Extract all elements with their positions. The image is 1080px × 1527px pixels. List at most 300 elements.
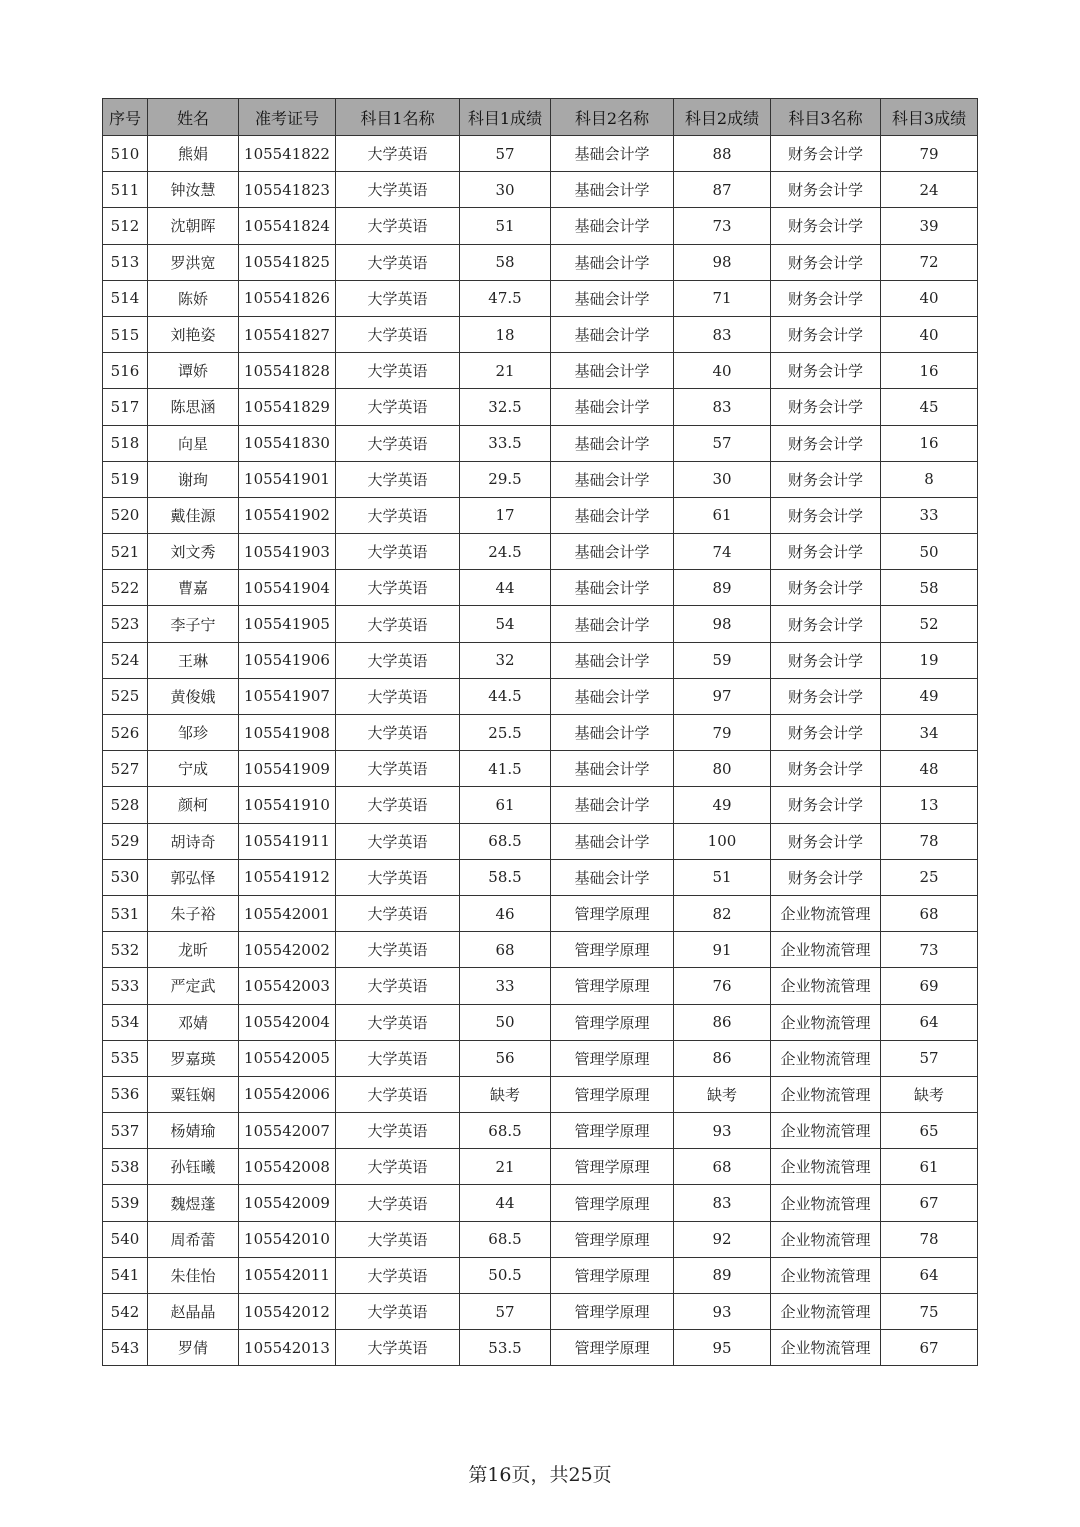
cell-subject1-score: 21 <box>460 353 551 389</box>
cell-subject2-score: 83 <box>674 1185 771 1221</box>
cell-seq: 533 <box>103 968 148 1004</box>
cell-subject1-score: 57 <box>460 136 551 172</box>
cell-subject1-name: 大学英语 <box>336 859 460 895</box>
cell-subject2-name: 管理学原理 <box>551 895 674 931</box>
cell-exam-id: 105541903 <box>239 534 336 570</box>
cell-subject1-score: 54 <box>460 606 551 642</box>
table-row <box>103 1004 978 1040</box>
cell-subject2-name: 基础会计学 <box>551 534 674 570</box>
cell-subject1-score: 57 <box>460 1294 551 1330</box>
cell-subject1-score: 32 <box>460 642 551 678</box>
cell-name: 钟汝慧 <box>148 172 239 208</box>
cell-subject3-score: 39 <box>881 208 978 244</box>
cell-seq: 541 <box>103 1257 148 1293</box>
cell-subject1-name: 大学英语 <box>336 1113 460 1149</box>
cell-subject3-name: 财务会计学 <box>771 280 881 316</box>
cell-name: 杨婧瑜 <box>148 1113 239 1149</box>
cell-exam-id: 105542001 <box>239 895 336 931</box>
cell-seq: 529 <box>103 823 148 859</box>
cell-subject2-score: 86 <box>674 1004 771 1040</box>
cell-subject1-name: 大学英语 <box>336 1330 460 1366</box>
cell-subject2-name: 基础会计学 <box>551 823 674 859</box>
cell-subject2-score: 59 <box>674 642 771 678</box>
cell-subject1-score: 30 <box>460 172 551 208</box>
cell-subject3-score: 40 <box>881 316 978 352</box>
cell-exam-id: 105541823 <box>239 172 336 208</box>
table-row <box>103 859 978 895</box>
cell-subject2-name: 管理学原理 <box>551 1076 674 1112</box>
cell-subject1-score: 44 <box>460 1185 551 1221</box>
cell-subject1-score: 25.5 <box>460 715 551 751</box>
cell-subject2-score: 89 <box>674 1257 771 1293</box>
cell-subject3-name: 财务会计学 <box>771 244 881 280</box>
table-row <box>103 787 978 823</box>
cell-name: 熊娟 <box>148 136 239 172</box>
cell-subject3-name: 企业物流管理 <box>771 1004 881 1040</box>
cell-seq: 518 <box>103 425 148 461</box>
table-row <box>103 932 978 968</box>
cell-subject3-name: 财务会计学 <box>771 461 881 497</box>
cell-seq: 543 <box>103 1330 148 1366</box>
cell-subject1-name: 大学英语 <box>336 1040 460 1076</box>
cell-subject2-name: 管理学原理 <box>551 1294 674 1330</box>
cell-exam-id: 105541907 <box>239 678 336 714</box>
cell-exam-id: 105542003 <box>239 968 336 1004</box>
cell-subject3-name: 企业物流管理 <box>771 1185 881 1221</box>
cell-subject2-name: 管理学原理 <box>551 1004 674 1040</box>
cell-subject2-score: 93 <box>674 1294 771 1330</box>
cell-exam-id: 105542010 <box>239 1221 336 1257</box>
cell-subject3-score: 缺考 <box>881 1076 978 1112</box>
cell-seq: 542 <box>103 1294 148 1330</box>
cell-subject3-score: 24 <box>881 172 978 208</box>
cell-subject3-score: 34 <box>881 715 978 751</box>
cell-subject3-score: 57 <box>881 1040 978 1076</box>
cell-subject1-name: 大学英语 <box>336 534 460 570</box>
cell-subject2-score: 100 <box>674 823 771 859</box>
cell-subject1-name: 大学英语 <box>336 715 460 751</box>
cell-name: 邹珍 <box>148 715 239 751</box>
cell-subject1-name: 大学英语 <box>336 1185 460 1221</box>
cell-seq: 539 <box>103 1185 148 1221</box>
cell-exam-id: 105542007 <box>239 1113 336 1149</box>
cell-subject3-name: 企业物流管理 <box>771 968 881 1004</box>
cell-subject2-score: 93 <box>674 1113 771 1149</box>
cell-exam-id: 105541824 <box>239 208 336 244</box>
cell-seq: 528 <box>103 787 148 823</box>
cell-name: 赵晶晶 <box>148 1294 239 1330</box>
cell-subject3-score: 25 <box>881 859 978 895</box>
header-seq: 序号 <box>103 99 148 136</box>
table-row <box>103 715 978 751</box>
cell-subject2-name: 基础会计学 <box>551 461 674 497</box>
cell-name: 王琳 <box>148 642 239 678</box>
cell-exam-id: 105541825 <box>239 244 336 280</box>
cell-subject2-name: 管理学原理 <box>551 1221 674 1257</box>
cell-subject3-score: 33 <box>881 497 978 533</box>
cell-subject1-score: 41.5 <box>460 751 551 787</box>
cell-exam-id: 105541901 <box>239 461 336 497</box>
cell-exam-id: 105541829 <box>239 389 336 425</box>
cell-subject3-name: 财务会计学 <box>771 642 881 678</box>
table-row <box>103 1185 978 1221</box>
cell-exam-id: 105541902 <box>239 497 336 533</box>
cell-exam-id: 105542011 <box>239 1257 336 1293</box>
cell-name: 罗嘉瑛 <box>148 1040 239 1076</box>
cell-name: 周希蕾 <box>148 1221 239 1257</box>
cell-seq: 514 <box>103 280 148 316</box>
cell-seq: 515 <box>103 316 148 352</box>
cell-subject2-name: 基础会计学 <box>551 136 674 172</box>
cell-exam-id: 105541830 <box>239 425 336 461</box>
cell-subject1-name: 大学英语 <box>336 1004 460 1040</box>
cell-subject3-score: 45 <box>881 389 978 425</box>
cell-seq: 534 <box>103 1004 148 1040</box>
cell-subject2-name: 管理学原理 <box>551 968 674 1004</box>
table-row <box>103 353 978 389</box>
cell-seq: 516 <box>103 353 148 389</box>
cell-subject1-score: 24.5 <box>460 534 551 570</box>
cell-name: 孙钰曦 <box>148 1149 239 1185</box>
cell-subject2-score: 87 <box>674 172 771 208</box>
cell-subject1-score: 29.5 <box>460 461 551 497</box>
cell-subject3-name: 财务会计学 <box>771 751 881 787</box>
cell-subject1-name: 大学英语 <box>336 787 460 823</box>
table-row <box>103 751 978 787</box>
table-row <box>103 389 978 425</box>
cell-subject1-score: 51 <box>460 208 551 244</box>
table-row <box>103 1257 978 1293</box>
cell-subject3-score: 69 <box>881 968 978 1004</box>
cell-subject1-score: 68.5 <box>460 1113 551 1149</box>
table-row <box>103 570 978 606</box>
cell-subject1-score: 56 <box>460 1040 551 1076</box>
cell-seq: 537 <box>103 1113 148 1149</box>
cell-subject1-score: 44 <box>460 570 551 606</box>
cell-subject1-score: 68.5 <box>460 823 551 859</box>
cell-subject3-name: 财务会计学 <box>771 172 881 208</box>
cell-subject1-name: 大学英语 <box>336 425 460 461</box>
table-row <box>103 1149 978 1185</box>
cell-subject3-score: 68 <box>881 895 978 931</box>
cell-name: 宁成 <box>148 751 239 787</box>
cell-subject2-name: 基础会计学 <box>551 606 674 642</box>
cell-name: 颜柯 <box>148 787 239 823</box>
cell-subject1-name: 大学英语 <box>336 389 460 425</box>
cell-subject3-name: 财务会计学 <box>771 787 881 823</box>
cell-subject1-name: 大学英语 <box>336 353 460 389</box>
cell-exam-id: 105542013 <box>239 1330 336 1366</box>
cell-subject2-name: 基础会计学 <box>551 389 674 425</box>
cell-exam-id: 105541906 <box>239 642 336 678</box>
cell-subject2-score: 68 <box>674 1149 771 1185</box>
cell-name: 魏煜蓬 <box>148 1185 239 1221</box>
cell-subject2-name: 基础会计学 <box>551 244 674 280</box>
cell-subject1-name: 大学英语 <box>336 208 460 244</box>
cell-name: 郭弘怿 <box>148 859 239 895</box>
cell-subject3-name: 企业物流管理 <box>771 1330 881 1366</box>
cell-subject3-score: 16 <box>881 425 978 461</box>
cell-subject1-name: 大学英语 <box>336 136 460 172</box>
cell-subject2-name: 基础会计学 <box>551 570 674 606</box>
cell-subject3-name: 财务会计学 <box>771 606 881 642</box>
cell-subject2-name: 基础会计学 <box>551 208 674 244</box>
cell-exam-id: 105541827 <box>239 316 336 352</box>
table-row <box>103 244 978 280</box>
cell-subject2-score: 97 <box>674 678 771 714</box>
cell-subject3-score: 61 <box>881 1149 978 1185</box>
cell-subject3-name: 企业物流管理 <box>771 1221 881 1257</box>
cell-name: 李子宁 <box>148 606 239 642</box>
cell-subject1-score: 18 <box>460 316 551 352</box>
cell-subject2-score: 95 <box>674 1330 771 1366</box>
cell-subject2-name: 管理学原理 <box>551 932 674 968</box>
cell-subject3-score: 64 <box>881 1004 978 1040</box>
cell-name: 邓婧 <box>148 1004 239 1040</box>
cell-subject2-name: 基础会计学 <box>551 280 674 316</box>
cell-name: 谭娇 <box>148 353 239 389</box>
cell-subject3-score: 73 <box>881 932 978 968</box>
table-row <box>103 968 978 1004</box>
cell-exam-id: 105542006 <box>239 1076 336 1112</box>
header-subject1-score: 科目1成绩 <box>460 99 551 136</box>
cell-exam-id: 105542009 <box>239 1185 336 1221</box>
table-row <box>103 461 978 497</box>
cell-subject3-score: 49 <box>881 678 978 714</box>
cell-subject2-score: 30 <box>674 461 771 497</box>
cell-seq: 513 <box>103 244 148 280</box>
cell-subject2-score: 88 <box>674 136 771 172</box>
cell-subject2-score: 80 <box>674 751 771 787</box>
cell-subject3-name: 财务会计学 <box>771 425 881 461</box>
cell-subject3-name: 财务会计学 <box>771 353 881 389</box>
cell-subject2-score: 61 <box>674 497 771 533</box>
table-row <box>103 1330 978 1366</box>
cell-subject2-name: 管理学原理 <box>551 1113 674 1149</box>
cell-subject1-score: 50.5 <box>460 1257 551 1293</box>
cell-name: 朱子裕 <box>148 895 239 931</box>
cell-subject1-name: 大学英语 <box>336 1149 460 1185</box>
cell-subject2-score: 79 <box>674 715 771 751</box>
table-body <box>103 136 978 1366</box>
cell-subject1-name: 大学英语 <box>336 1294 460 1330</box>
cell-subject1-name: 大学英语 <box>336 1221 460 1257</box>
cell-subject3-score: 75 <box>881 1294 978 1330</box>
cell-seq: 540 <box>103 1221 148 1257</box>
cell-subject1-score: 53.5 <box>460 1330 551 1366</box>
cell-exam-id: 105541911 <box>239 823 336 859</box>
cell-subject1-name: 大学英语 <box>336 678 460 714</box>
cell-seq: 510 <box>103 136 148 172</box>
cell-name: 严定武 <box>148 968 239 1004</box>
cell-subject3-score: 19 <box>881 642 978 678</box>
cell-subject3-name: 财务会计学 <box>771 316 881 352</box>
cell-exam-id: 105541822 <box>239 136 336 172</box>
cell-subject3-score: 78 <box>881 1221 978 1257</box>
cell-subject1-score: 61 <box>460 787 551 823</box>
cell-name: 胡诗奇 <box>148 823 239 859</box>
cell-subject1-name: 大学英语 <box>336 751 460 787</box>
cell-subject3-score: 65 <box>881 1113 978 1149</box>
cell-subject2-score: 89 <box>674 570 771 606</box>
cell-seq: 512 <box>103 208 148 244</box>
page-number: 第16页，共25页 <box>468 1464 612 1486</box>
cell-seq: 511 <box>103 172 148 208</box>
cell-subject2-name: 基础会计学 <box>551 316 674 352</box>
cell-subject3-name: 财务会计学 <box>771 570 881 606</box>
cell-exam-id: 105541912 <box>239 859 336 895</box>
cell-subject2-name: 基础会计学 <box>551 172 674 208</box>
cell-subject1-score: 缺考 <box>460 1076 551 1112</box>
cell-exam-id: 105541905 <box>239 606 336 642</box>
header-subject3-score: 科目3成绩 <box>881 99 978 136</box>
cell-subject1-score: 68 <box>460 932 551 968</box>
table-row <box>103 497 978 533</box>
cell-subject3-score: 67 <box>881 1330 978 1366</box>
table-row <box>103 1040 978 1076</box>
table-row <box>103 208 978 244</box>
cell-subject2-score: 73 <box>674 208 771 244</box>
cell-seq: 519 <box>103 461 148 497</box>
cell-seq: 527 <box>103 751 148 787</box>
cell-subject3-name: 财务会计学 <box>771 389 881 425</box>
cell-subject1-score: 50 <box>460 1004 551 1040</box>
cell-seq: 531 <box>103 895 148 931</box>
cell-subject1-score: 46 <box>460 895 551 931</box>
cell-subject2-score: 91 <box>674 932 771 968</box>
cell-subject3-name: 财务会计学 <box>771 823 881 859</box>
cell-seq: 522 <box>103 570 148 606</box>
cell-subject2-score: 缺考 <box>674 1076 771 1112</box>
cell-subject1-name: 大学英语 <box>336 606 460 642</box>
cell-seq: 517 <box>103 389 148 425</box>
table-row <box>103 823 978 859</box>
cell-subject3-name: 企业物流管理 <box>771 1113 881 1149</box>
cell-subject2-name: 基础会计学 <box>551 787 674 823</box>
cell-subject3-score: 40 <box>881 280 978 316</box>
cell-subject1-score: 17 <box>460 497 551 533</box>
cell-subject1-name: 大学英语 <box>336 316 460 352</box>
cell-subject2-score: 40 <box>674 353 771 389</box>
cell-subject2-score: 51 <box>674 859 771 895</box>
cell-subject1-name: 大学英语 <box>336 1257 460 1293</box>
table-row <box>103 1221 978 1257</box>
cell-subject3-name: 财务会计学 <box>771 208 881 244</box>
cell-subject2-score: 98 <box>674 244 771 280</box>
header-name: 姓名 <box>148 99 239 136</box>
cell-subject2-name: 基础会计学 <box>551 678 674 714</box>
cell-subject1-name: 大学英语 <box>336 570 460 606</box>
cell-exam-id: 105541904 <box>239 570 336 606</box>
header-subject1-name: 科目1名称 <box>336 99 460 136</box>
cell-exam-id: 105542005 <box>239 1040 336 1076</box>
cell-exam-id: 105541910 <box>239 787 336 823</box>
cell-subject3-name: 企业物流管理 <box>771 895 881 931</box>
cell-subject3-name: 财务会计学 <box>771 859 881 895</box>
cell-subject2-name: 基础会计学 <box>551 751 674 787</box>
cell-exam-id: 105542004 <box>239 1004 336 1040</box>
cell-name: 龙昕 <box>148 932 239 968</box>
cell-name: 刘艳姿 <box>148 316 239 352</box>
cell-subject1-name: 大学英语 <box>336 895 460 931</box>
cell-subject3-name: 企业物流管理 <box>771 932 881 968</box>
cell-subject1-name: 大学英语 <box>336 968 460 1004</box>
cell-subject1-score: 58 <box>460 244 551 280</box>
cell-subject2-name: 管理学原理 <box>551 1257 674 1293</box>
cell-subject2-name: 基础会计学 <box>551 715 674 751</box>
header-row <box>103 99 978 136</box>
cell-subject2-score: 57 <box>674 425 771 461</box>
cell-name: 沈朝晖 <box>148 208 239 244</box>
table-row <box>103 534 978 570</box>
cell-seq: 526 <box>103 715 148 751</box>
cell-seq: 520 <box>103 497 148 533</box>
cell-subject1-name: 大学英语 <box>336 497 460 533</box>
cell-exam-id: 105541909 <box>239 751 336 787</box>
header-subject2-name: 科目2名称 <box>551 99 674 136</box>
cell-exam-id: 105541828 <box>239 353 336 389</box>
cell-seq: 523 <box>103 606 148 642</box>
cell-subject3-name: 企业物流管理 <box>771 1040 881 1076</box>
cell-seq: 525 <box>103 678 148 714</box>
cell-exam-id: 105541908 <box>239 715 336 751</box>
header-subject3-name: 科目3名称 <box>771 99 881 136</box>
cell-subject1-score: 32.5 <box>460 389 551 425</box>
cell-subject3-name: 财务会计学 <box>771 534 881 570</box>
cell-seq: 524 <box>103 642 148 678</box>
cell-seq: 530 <box>103 859 148 895</box>
header-subject2-score: 科目2成绩 <box>674 99 771 136</box>
table-row <box>103 425 978 461</box>
cell-subject1-score: 21 <box>460 1149 551 1185</box>
cell-subject2-score: 92 <box>674 1221 771 1257</box>
cell-subject2-name: 管理学原理 <box>551 1185 674 1221</box>
cell-subject1-name: 大学英语 <box>336 1076 460 1112</box>
cell-subject3-name: 财务会计学 <box>771 497 881 533</box>
cell-name: 戴佳源 <box>148 497 239 533</box>
cell-subject2-score: 83 <box>674 316 771 352</box>
cell-subject3-name: 财务会计学 <box>771 136 881 172</box>
cell-subject3-score: 16 <box>881 353 978 389</box>
cell-subject1-name: 大学英语 <box>336 932 460 968</box>
cell-subject2-name: 基础会计学 <box>551 642 674 678</box>
cell-subject2-score: 86 <box>674 1040 771 1076</box>
cell-exam-id: 105542008 <box>239 1149 336 1185</box>
cell-subject3-name: 企业物流管理 <box>771 1076 881 1112</box>
cell-subject2-score: 49 <box>674 787 771 823</box>
cell-subject3-score: 50 <box>881 534 978 570</box>
cell-subject3-score: 64 <box>881 1257 978 1293</box>
cell-subject3-score: 72 <box>881 244 978 280</box>
cell-subject3-score: 8 <box>881 461 978 497</box>
cell-name: 朱佳怡 <box>148 1257 239 1293</box>
table-row <box>103 1076 978 1112</box>
cell-subject1-name: 大学英语 <box>336 461 460 497</box>
table-row <box>103 136 978 172</box>
cell-subject2-score: 74 <box>674 534 771 570</box>
cell-subject3-score: 58 <box>881 570 978 606</box>
cell-subject3-score: 79 <box>881 136 978 172</box>
cell-subject1-score: 58.5 <box>460 859 551 895</box>
cell-name: 陈娇 <box>148 280 239 316</box>
cell-seq: 532 <box>103 932 148 968</box>
cell-subject1-name: 大学英语 <box>336 642 460 678</box>
cell-subject2-name: 基础会计学 <box>551 425 674 461</box>
cell-subject2-score: 98 <box>674 606 771 642</box>
cell-subject3-score: 52 <box>881 606 978 642</box>
cell-subject3-name: 财务会计学 <box>771 715 881 751</box>
cell-name: 黄俊娥 <box>148 678 239 714</box>
